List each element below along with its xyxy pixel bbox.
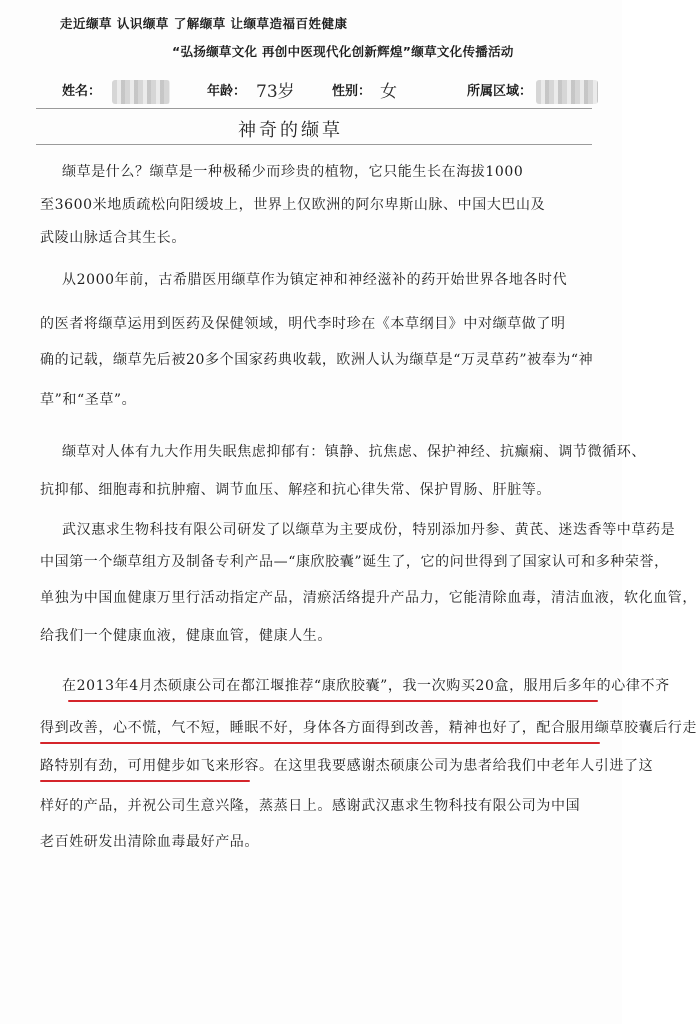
ruled-line xyxy=(36,144,592,145)
campaign-title: “弘扬缬草文化 再创中医现代化创新辉煌”缬草文化传播活动 xyxy=(172,44,514,59)
text-line: 在2013年4月杰硕康公司在都江堰推荐“康欣胶囊”，我一次购买20盒，服用后多年的心律不齐 xyxy=(62,678,670,694)
text-line: 路特别有劲，可用健步如飞来形容。在这里我要感谢杰硕康公司为患者给我们中老年人引进了这 xyxy=(40,758,654,774)
text-line: 单独为中国血健康万里行活动指定产品，清瘀活络提升产品力，它能清除血毒，清洁血液，软化血管， xyxy=(40,590,697,606)
text-line: 抗抑郁、细胞毒和抗肿瘤、调节血压、解痉和抗心律失常、保护胃肠、肝脏等。 xyxy=(40,482,551,498)
red-underline xyxy=(40,780,250,782)
text-line: 样好的产品，并祝公司生意兴隆，蒸蒸日上。感谢武汉惠求生物科技有限公司为中国 xyxy=(40,798,581,814)
redacted-district xyxy=(536,80,598,104)
text-line: 老百姓研发出清除血毒最好产品。 xyxy=(40,834,259,850)
age-value: 73岁 xyxy=(256,82,295,102)
name-label: 姓名： xyxy=(62,84,102,99)
text-line: 武陵山脉适合其生长。 xyxy=(40,230,186,246)
redacted-name xyxy=(112,80,170,104)
header-slogan: 走近缬草 认识缬草 了解缬草 让缬草造福百姓健康 xyxy=(60,16,348,31)
text-line: 缬草是什么？缬草是一种极稀少而珍贵的植物，它只能生长在海拔1000 xyxy=(62,164,524,180)
gender-label: 性别： xyxy=(332,84,372,99)
text-line: 确的记载，缬草先后被20多个国家药典收载，欧洲人认为缬草是“万灵草药”被奉为“神 xyxy=(40,352,594,368)
text-line: 中国第一个缬草组方及制备专利产品—“康欣胶囊”诞生了，它的问世得到了国家认可和多种荣誉， xyxy=(40,554,669,570)
red-underline xyxy=(68,700,598,702)
age-label: 年龄： xyxy=(207,84,247,99)
text-line: 的医者将缬草运用到医药及保健领域，明代李时珍在《本草纲目》中对缬草做了明 xyxy=(40,316,566,332)
district-label: 所属区域： xyxy=(467,84,533,99)
text-line: 至3600米地质疏松向阳缓坡上，世界上仅欧洲的阿尔卑斯山脉、中国大巴山及 xyxy=(40,197,546,213)
info-row xyxy=(0,80,622,102)
text-line: 从2000年前，古希腊医用缬草作为镇定神和神经滋补的药开始世界各地各时代 xyxy=(62,272,568,288)
gender-value: 女 xyxy=(380,82,397,102)
text-line: 缬草对人体有九大作用失眠焦虑抑郁有：镇静、抗焦虑、保护神经、抗癫痫、调节微循环、 xyxy=(62,444,646,460)
text-line: 武汉惠求生物科技有限公司研发了以缬草为主要成份，特别添加丹参、黄芪、迷迭香等中草药是 xyxy=(62,522,676,538)
text-line: 得到改善，心不慌，气不短，睡眠不好，身体各方面得到改善，精神也好了，配合服用缬草胶囊后行走 xyxy=(40,720,697,736)
red-underline xyxy=(40,742,600,744)
text-line: 草”和“圣草”。 xyxy=(40,392,137,408)
text-line: 给我们一个健康血液，健康血管，健康人生。 xyxy=(40,628,332,644)
ruled-line xyxy=(36,108,592,109)
letter-title: 神奇的缬草 xyxy=(238,120,343,141)
